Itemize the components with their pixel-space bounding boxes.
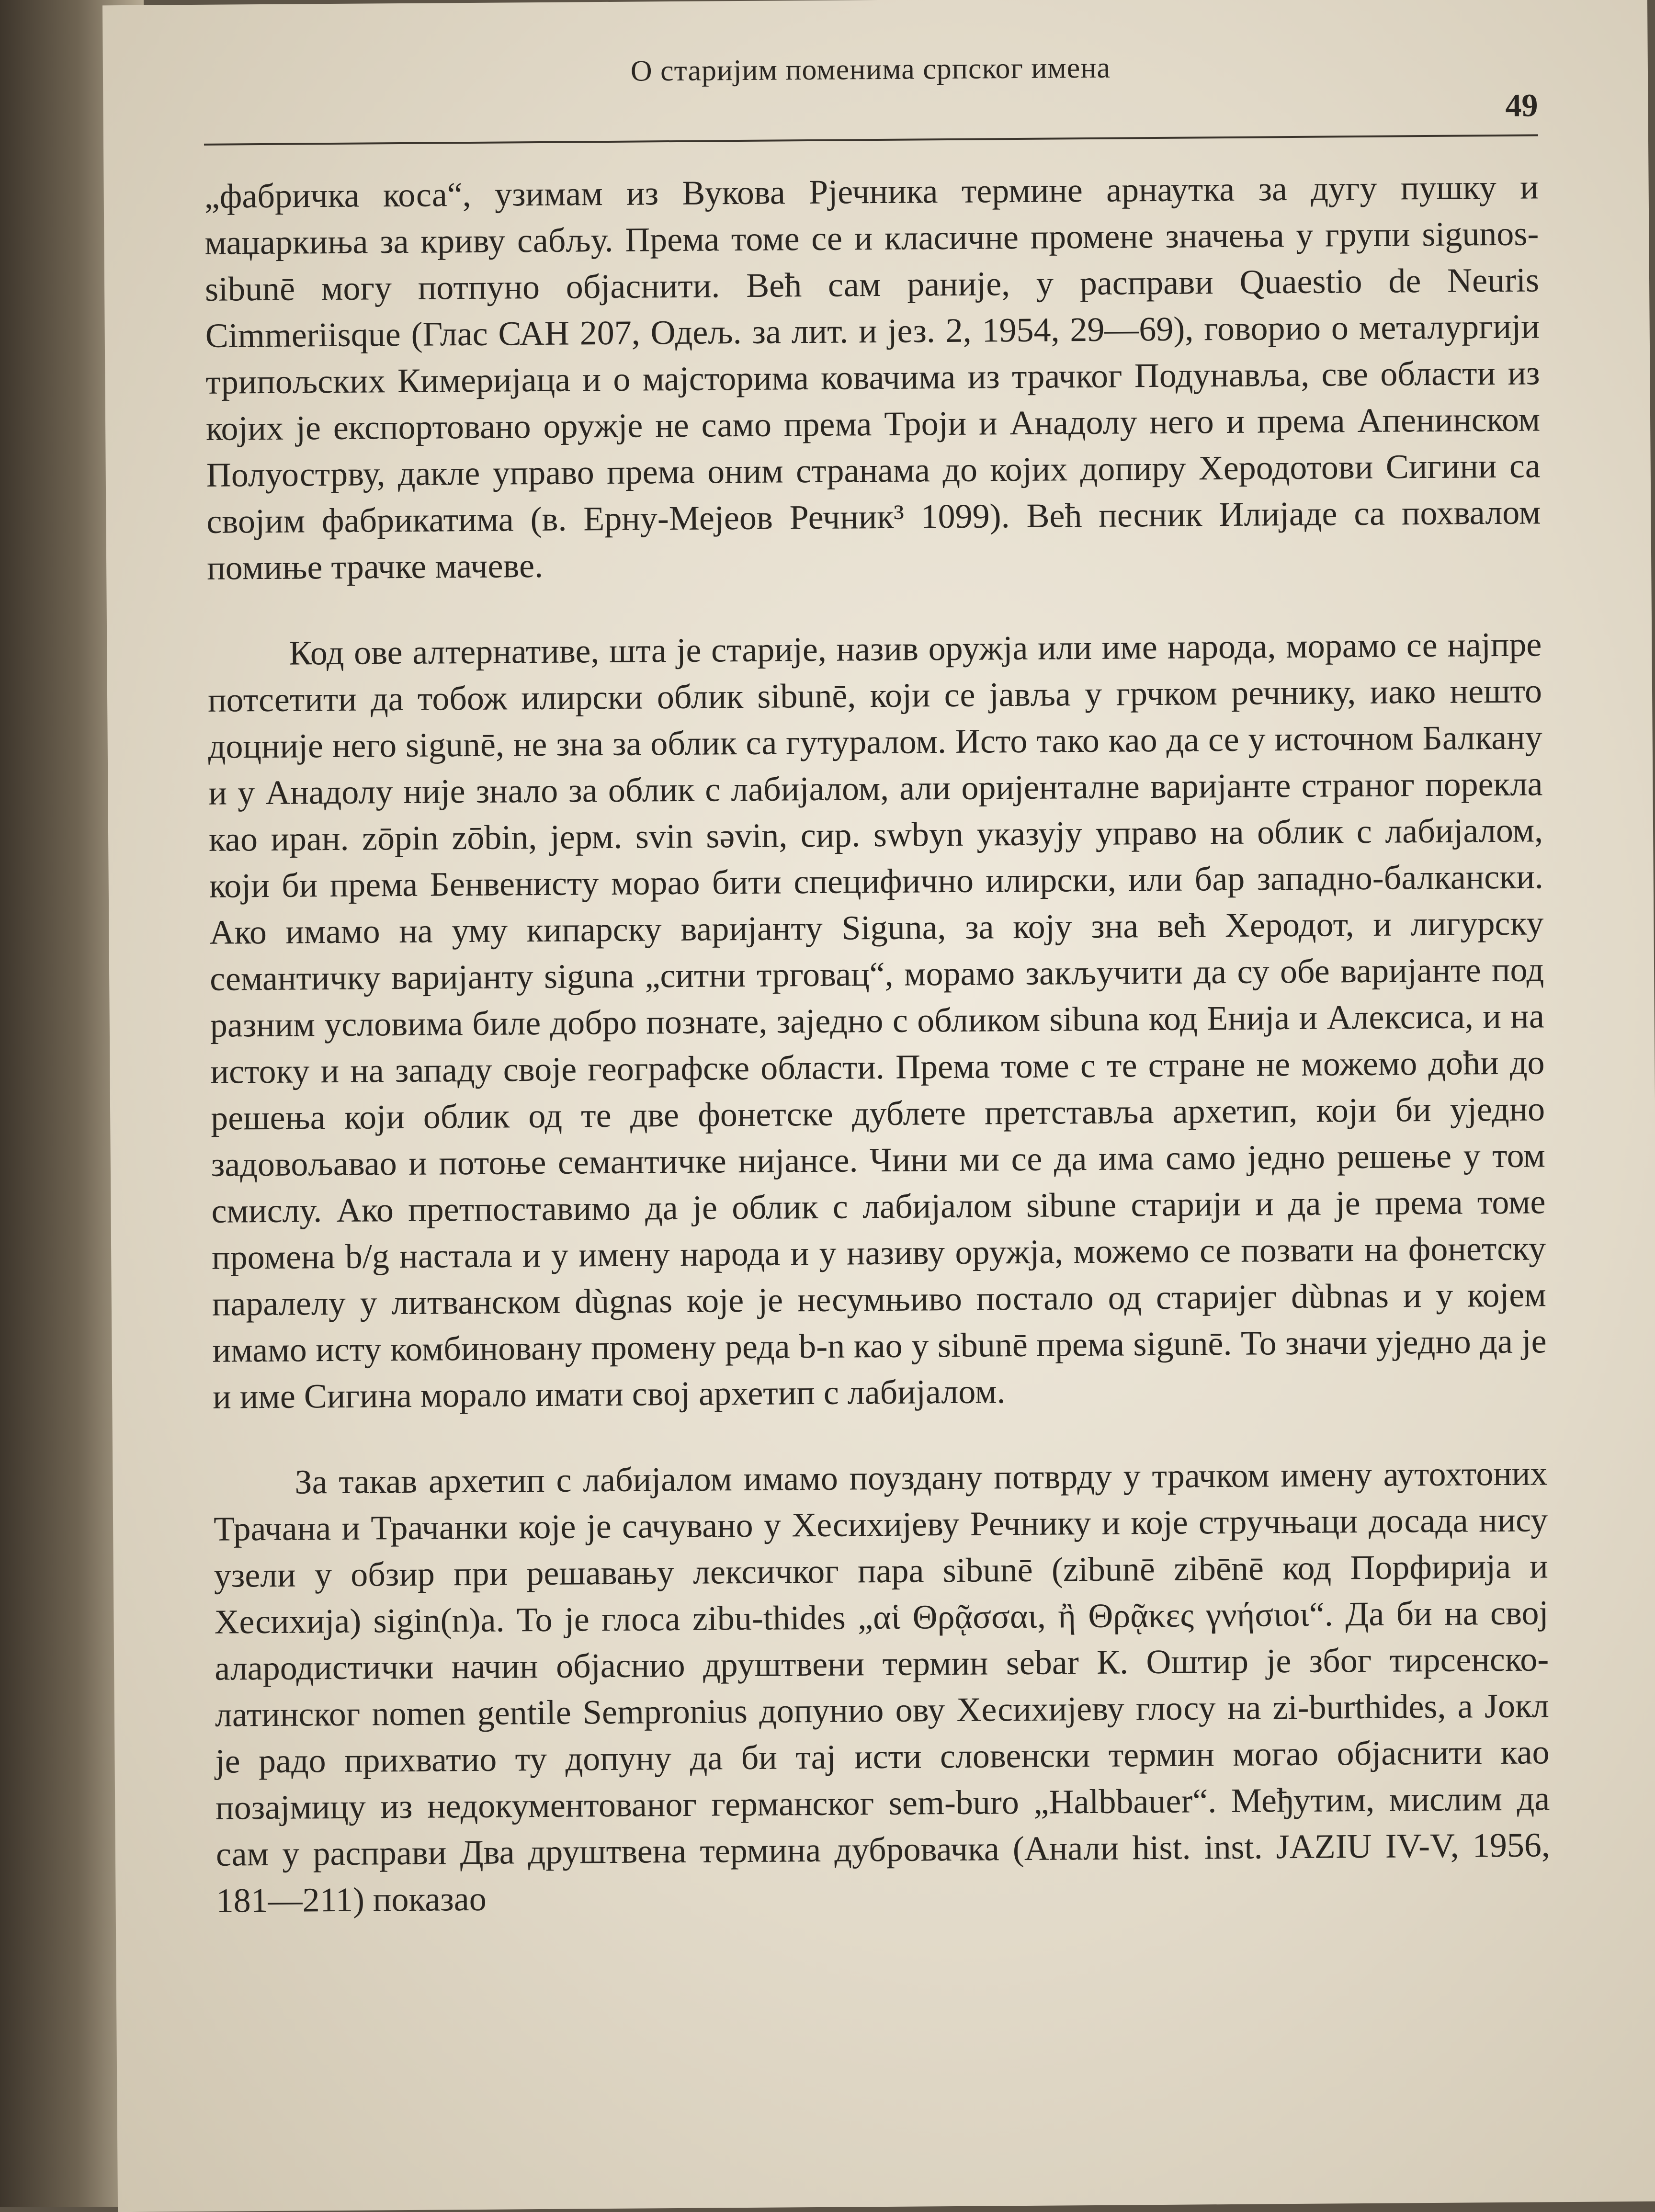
body-text [204, 164, 1550, 1924]
paragraph-alternative: Код ове алтернативе, шта је старије, назив оружја или име народа, морамо се најпре потсетити да тобож илирски облик sibunē, који се јавља у грчком речнику, иако нешто доцније него sigunē, не зна за облик са гутуралом. Исто тако као да се у источном Балкану и у Анадолу није знало за облик с лабијалом, али оријенталне варијанте страног порекла као иран. zōpin zōbin, јерм. svin səvin, сир. swbyn указују управо на облик с лабијалом, који би према Бенвенисту морао бити специфично илирски, или бар западно-балкански. Ако имамо на уму кипарску варијанту Siguna, за коју зна већ Херодот, и лигурску семантичку варијанту siguna „ситни трговац“, морамо закључити да су обе варијанте под разним условима биле добро познате, заједно с обликом sibuna код Енија и Алексиса, и на истоку и на западу своје географске области. Према томе с те стране не можемо доћи до решења који облик од те две фонетске дублете претставља архетип, који би уједно задовољавао и потоње семантичке нијансе. Чини ми се да има само једно решење у том смислу. Ако претпоставимо да је облик с лабијалом sibune старији и да је према томе промена b/g настала и у имену народа и у називу оружја, можемо се позвати на фонетску паралелу у литванском dùgnas које је несумњиво постало од старијег dùbnas и у којем имамо исту комбиновану промену реда b-n као у sibunē према sigunē. То значи уједно да је и име Сигина морало имати свој архетип с лабијалом. [207, 625, 1547, 1416]
book-page [102, 0, 1655, 2212]
running-head [203, 29, 1538, 145]
page-number: 49 [1505, 87, 1538, 124]
paragraph-archetype: За такав архетип с лабијалом имамо поуздану потврду у трачком имену аутохтоних Трачана и Трачанки које је сачувано у Хесихијеву Речнику и које стручњаци досада нису узели у обзир при решавању лексичког пара sibunē (zibunē zibēnē код Порфирија и Хесихија) sigin(n)a. То је глоса zibu-thides „αἱ Θρᾷσσαι, ἢ Θρᾷκες γνήσιοι“. Да би на свој алародистички начин објаснио друштвени термин sebar К. Оштир је због тирсенско-латинског nomen gentile Sempronius допунио ову Хесихијеву глосу на zi-burthides, а Јокл је радо прихватио ту допуну да би тај исти словенски термин могао објаснити као позајмицу из недокументованог германског sem-buro „Halbbauer“. Међутим, мислим да сам у расправи Два друштвена термина дубровачка (Анали hist. inst. JAZIU IV-V, 1956, 181—211) показао [213, 1454, 1551, 1920]
paragraph-continuation: „фабричка коса“, узимам из Вукова Рјечника термине арнаутка за дугу пушку и маџаркиња за криву сабљу. Према томе се и класичне промене значења у групи sigunos-sibunē могу потпуно објаснити. Већ сам раније, у расправи Quaestio de Neuris Cimmeriisque (Глас САН 207, Одељ. за лит. и јез. 2, 1954, 29—69), говорио о металургији трипољских Кимеријаца и о мајсторима ковачима из трачког Подунавља, све области из којих је експортовано оружје не само према Троји и Анадолу него и према Апенинском Полуострву, дакле управо према оним странама до којих допиру Херодотови Сигини са својим фабрикатима (в. Ерну-Мејеов Речник³ 1099). Већ песник Илијаде са похвалом помиње трачке мачеве. [204, 168, 1541, 587]
running-title: О старијим поменима српског имена [630, 51, 1111, 88]
